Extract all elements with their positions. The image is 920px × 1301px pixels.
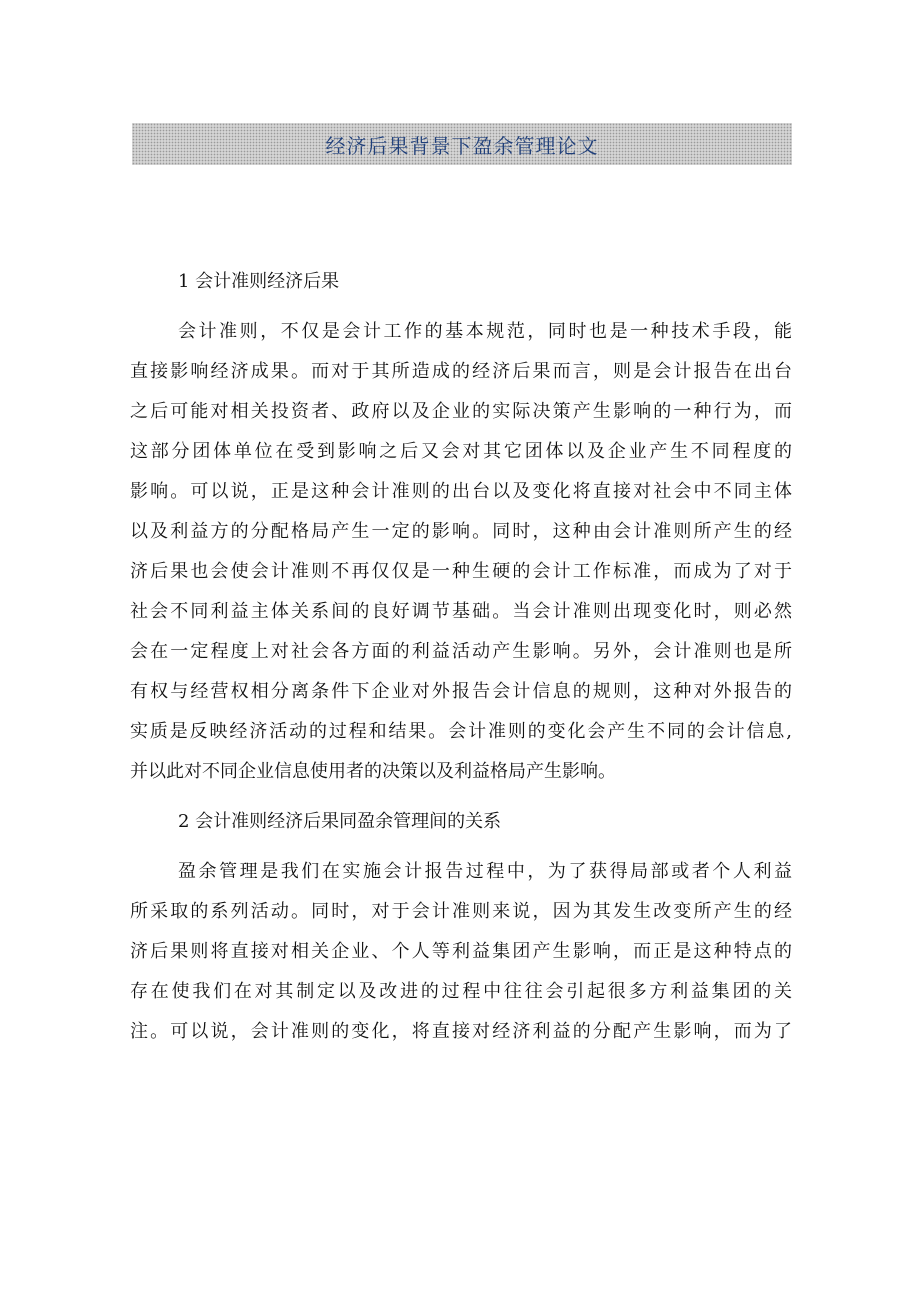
paragraph-line: 济后果则将直接对相关企业、个人等利益集团产生影响，而正是这种特点的 (130, 941, 792, 962)
paragraph-line: 社会不同利益主体关系间的良好调节基础。当会计准则出现变化时，则必然 (130, 601, 792, 622)
paragraph-line: 盈余管理是我们在实施会计报告过程中，为了获得局部或者个人利益 (178, 861, 792, 882)
document-body (130, 262, 792, 1052)
paragraph-line: 济后果也会使会计准则不再仅仅是一种生硬的会计工作标准，而成为了对于 (130, 561, 792, 582)
paragraph-line: 并以此对不同企业信息使用者的决策以及利益格局产生影响。 (130, 761, 616, 782)
section-heading: 1 会计准则经济后果 (178, 271, 340, 292)
paragraph-line: 以及利益方的分配格局产生一定的影响。同时，这种由会计准则所产生的经 (130, 521, 792, 542)
paragraph-line: 会计准则，不仅是会计工作的基本规范，同时也是一种技术手段，能 (178, 321, 792, 342)
paragraph-line: 存在使我们在对其制定以及改进的过程中往往会引起很多方利益集团的关 (130, 981, 792, 1002)
paragraph-line: 这部分团体单位在受到影响之后又会对其它团体以及企业产生不同程度的 (130, 441, 792, 462)
paragraph-line: 实质是反映经济活动的过程和结果。会计准则的变化会产生不同的会计信息, (130, 721, 792, 742)
section-heading: 2 会计准则经济后果同盈余管理间的关系 (178, 811, 502, 832)
paragraph-line: 会在一定程度上对社会各方面的利益活动产生影响。另外，会计准则也是所 (130, 641, 792, 662)
paragraph-line: 注。可以说，会计准则的变化，将直接对经济利益的分配产生影响，而为了 (130, 1021, 792, 1042)
paragraph-line: 有权与经营权相分离条件下企业对外报告会计信息的规则，这种对外报告的 (130, 681, 792, 702)
document-title-banner (132, 123, 792, 165)
paragraph-line: 影响。可以说，正是这种会计准则的出台以及变化将直接对社会中不同主体 (130, 481, 792, 502)
paragraph-line: 之后可能对相关投资者、政府以及企业的实际决策产生影响的一种行为，而 (130, 401, 792, 422)
paragraph-line: 直接影响经济成果。而对于其所造成的经济后果而言，则是会计报告在出台 (130, 361, 792, 382)
paragraph-line: 所采取的系列活动。同时，对于会计准则来说，因为其发生改变所产生的经 (130, 901, 792, 922)
document-title: 经济后果背景下盈余管理论文 (325, 133, 599, 158)
